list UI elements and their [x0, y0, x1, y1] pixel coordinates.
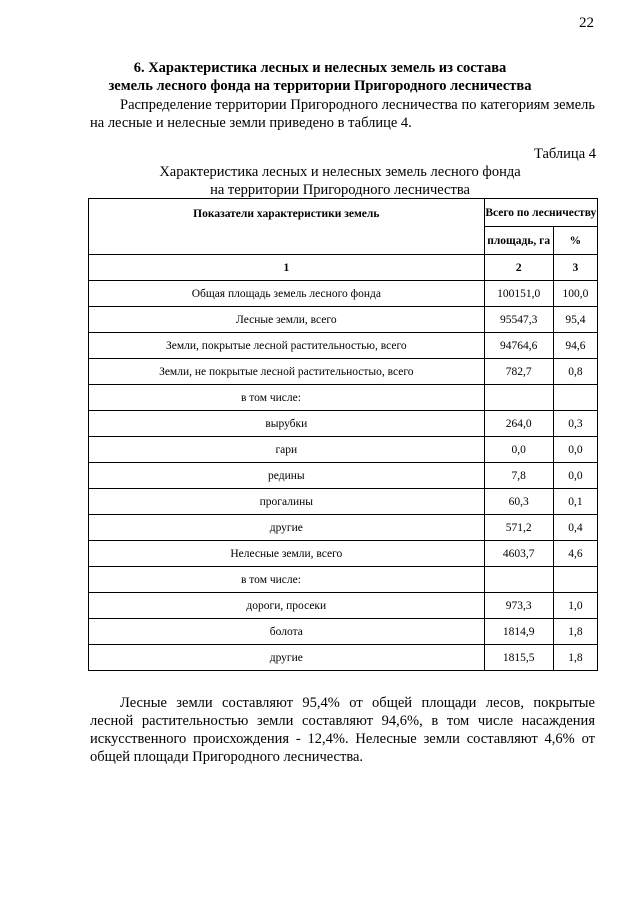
section-heading-line1: 6. Характеристика лесных и нелесных земель из состава	[133, 60, 507, 76]
row-area	[484, 567, 553, 593]
row-label: редины	[89, 463, 485, 489]
column-number: 2	[484, 255, 553, 281]
row-area: 264,0	[484, 411, 553, 437]
row-area: 1815,5	[484, 645, 553, 671]
table-row	[89, 307, 598, 333]
page-number: 22	[579, 15, 594, 31]
row-label: Земли, не покрытые лесной растительностыо, всего	[89, 359, 485, 385]
row-label: Общая площадь земель лесного фонда	[89, 281, 485, 307]
table-row	[89, 411, 598, 437]
table-row	[89, 333, 598, 359]
row-pct	[553, 567, 597, 593]
row-pct: 0,4	[553, 515, 597, 541]
header-indicators: Показатели характеристики земель	[89, 199, 485, 255]
row-area	[484, 385, 553, 411]
row-label: вырубки	[89, 411, 485, 437]
row-pct: 0,3	[553, 411, 597, 437]
column-number-row	[89, 255, 598, 281]
row-pct	[553, 385, 597, 411]
row-area: 95547,3	[484, 307, 553, 333]
row-label: гари	[89, 437, 485, 463]
row-label: болота	[89, 619, 485, 645]
column-number: 1	[89, 255, 485, 281]
table-row	[89, 619, 598, 645]
row-label: Земли, покрытые лесной растительностью, всего	[89, 333, 485, 359]
table-row	[89, 437, 598, 463]
row-pct: 1,0	[553, 593, 597, 619]
row-pct: 100,0	[553, 281, 597, 307]
row-area: 0,0	[484, 437, 553, 463]
intro-paragraph: Распределение территории Пригородного лесничества по категориям земель на лесные и нелесные земли приведено в таблице 4.	[90, 97, 595, 131]
row-label: другие	[89, 645, 485, 671]
row-area: 100151,0	[484, 281, 553, 307]
row-pct: 0,0	[553, 437, 597, 463]
table-row	[89, 385, 598, 411]
row-area: 973,3	[484, 593, 553, 619]
row-label: Нелесные земли, всего	[89, 541, 485, 567]
row-label: в том числе:	[89, 567, 485, 593]
row-area: 4603,7	[484, 541, 553, 567]
row-pct: 94,6	[553, 333, 597, 359]
row-label: другие	[89, 515, 485, 541]
table-row	[89, 593, 598, 619]
table-header-row	[89, 199, 598, 227]
row-label: в том числе:	[89, 385, 485, 411]
header-area: площадь, га	[484, 227, 553, 255]
header-pct: %	[553, 227, 597, 255]
row-area: 7,8	[484, 463, 553, 489]
row-area: 60,3	[484, 489, 553, 515]
row-pct: 4,6	[553, 541, 597, 567]
row-pct: 95,4	[553, 307, 597, 333]
section-heading-line2: земель лесного фонда на территории Пригородного лесничества	[108, 78, 532, 94]
table-row	[89, 541, 598, 567]
table-row	[89, 567, 598, 593]
column-number: 3	[553, 255, 597, 281]
table-row	[89, 359, 598, 385]
table-caption-line2: на территории Пригородного лесничества	[210, 182, 470, 198]
row-area: 1814,9	[484, 619, 553, 645]
table-row	[89, 645, 598, 671]
row-pct: 0,0	[553, 463, 597, 489]
row-pct: 1,8	[553, 619, 597, 645]
row-pct: 0,8	[553, 359, 597, 385]
row-label: дороги, просеки	[89, 593, 485, 619]
row-pct: 1,8	[553, 645, 597, 671]
row-area: 94764,6	[484, 333, 553, 359]
row-label: прогалины	[89, 489, 485, 515]
table-row	[89, 463, 598, 489]
table-label: Таблица 4	[533, 146, 596, 162]
table-row	[89, 489, 598, 515]
land-characteristics-table	[88, 198, 598, 671]
row-label: Лесные земли, всего	[89, 307, 485, 333]
conclusion-paragraph: Лесные земли составляют 95,4% от общей площади лесов, покрытые лесной растительностью земли составляют 94,6%, в том числе насаждения искусственного происхождения - 12,4%. Нелесные земли составляют 4,6% от общей площади Пригородного лесничества.	[90, 695, 595, 765]
header-total: Всего по лесничеству	[484, 199, 597, 227]
row-area: 571,2	[484, 515, 553, 541]
row-pct: 0,1	[553, 489, 597, 515]
table-caption-line1: Характеристика лесных и нелесных земель лесного фонда	[159, 164, 521, 180]
table-row	[89, 515, 598, 541]
row-area: 782,7	[484, 359, 553, 385]
table-row	[89, 281, 598, 307]
